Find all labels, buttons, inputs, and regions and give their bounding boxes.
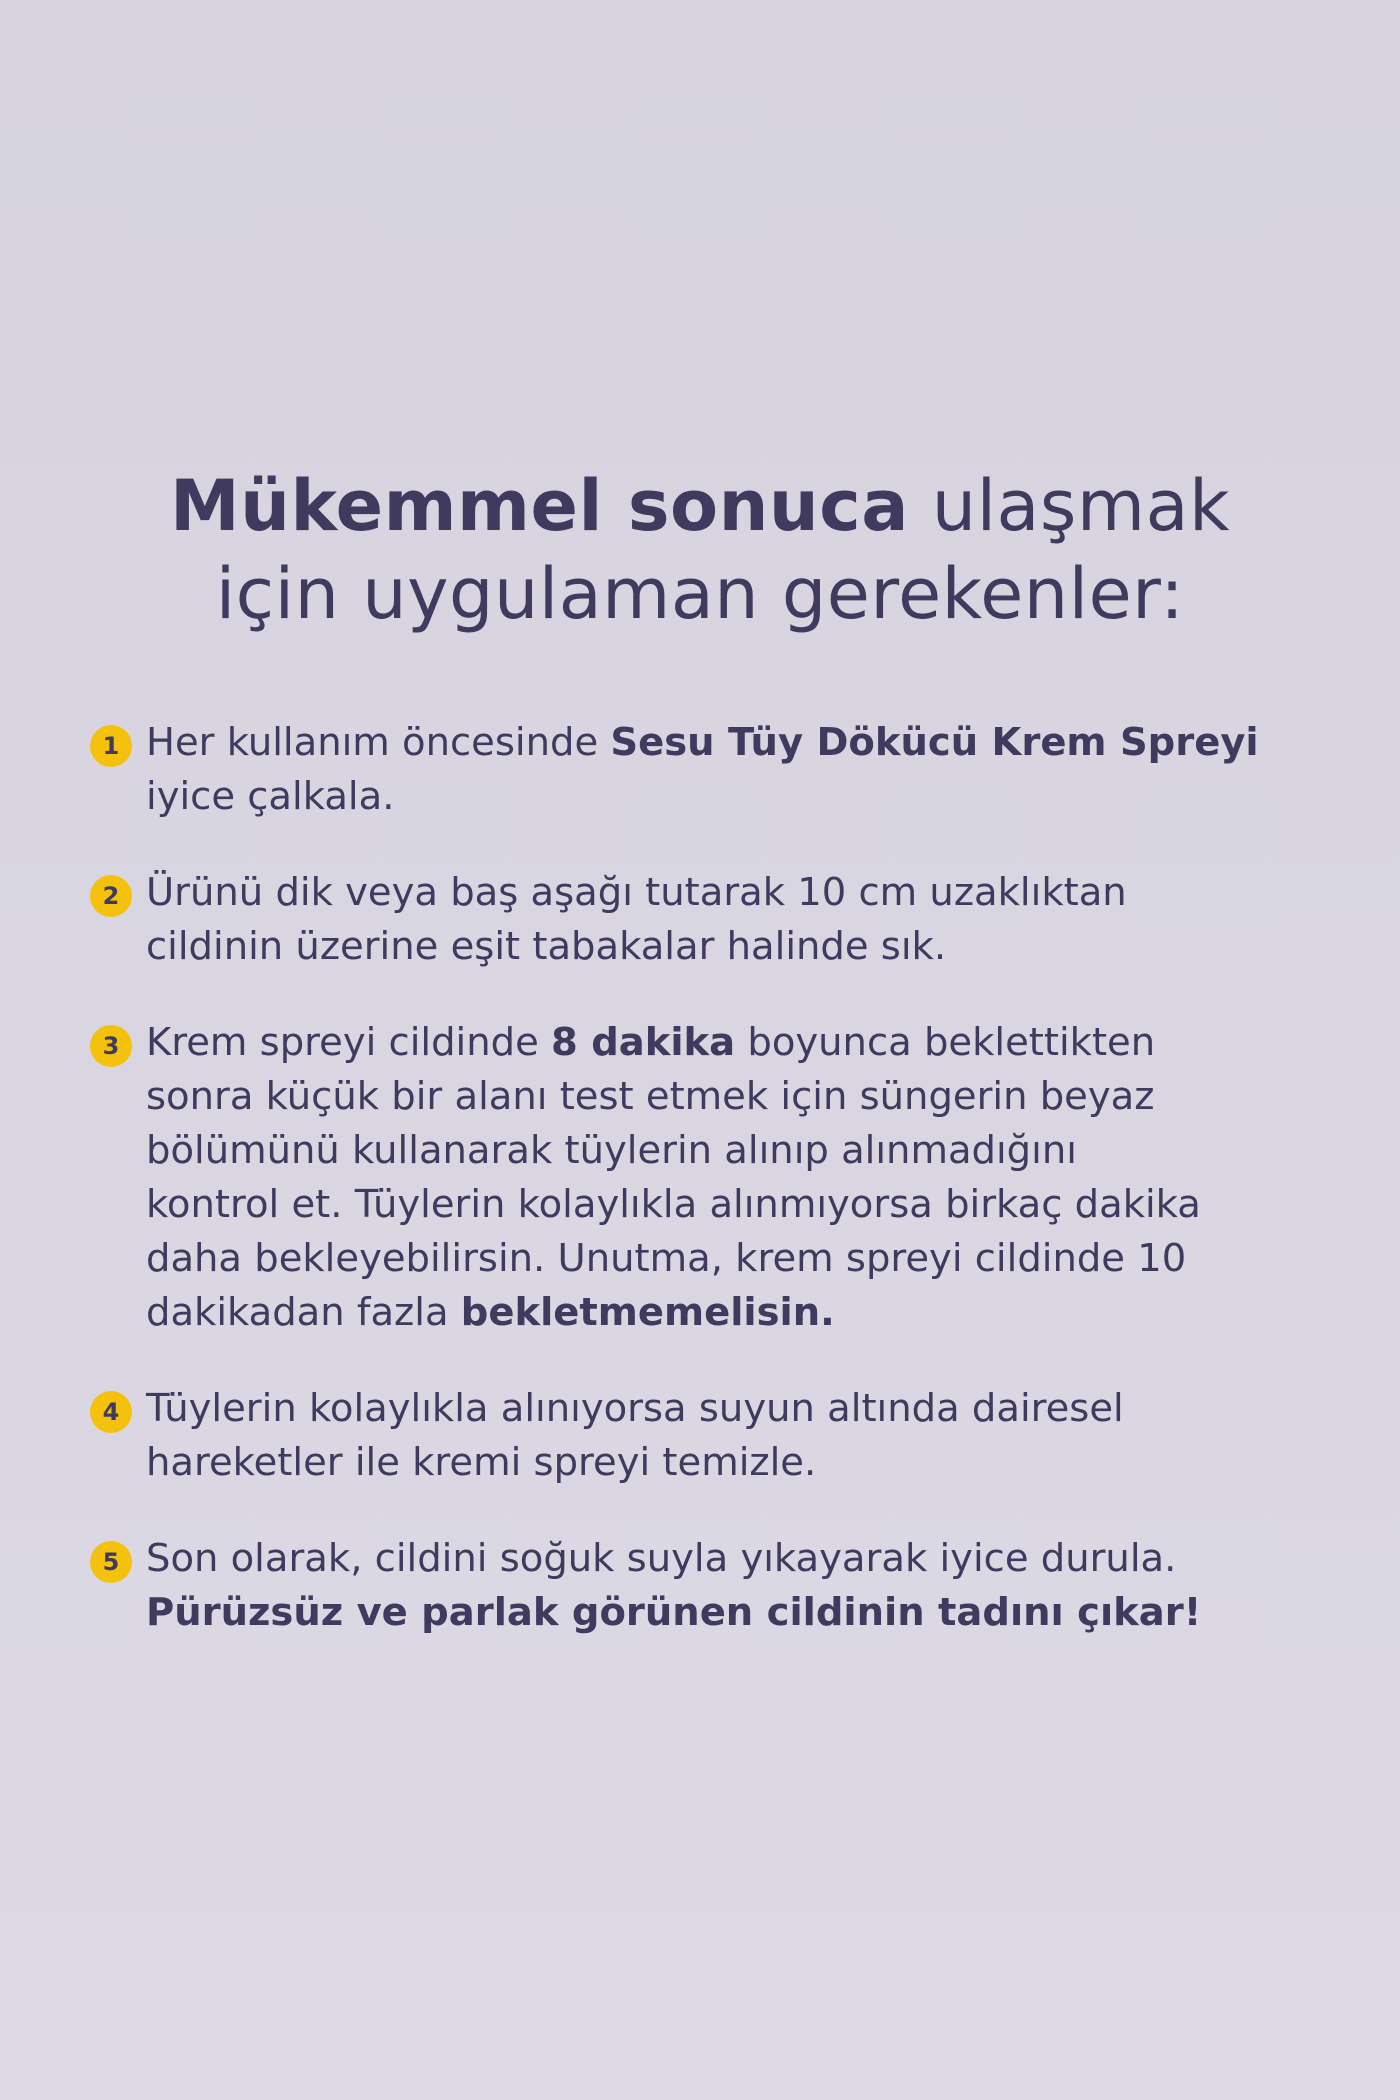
step-1	[88, 716, 1328, 824]
step-text-line: daha bekleyebilirsin. Unutma, krem spreyi cildinde 10	[146, 1236, 1187, 1281]
step-number-badge: 2	[90, 875, 132, 917]
step-text-line: cildinin üzerine eşit tabakalar halinde sık.	[146, 924, 947, 969]
step-text-line: hareketler ile kremi spreyi temizle.	[146, 1440, 817, 1485]
step-2	[88, 866, 1328, 974]
step-text-line: iyice çalkala.	[146, 774, 395, 819]
emphasis-duration: 8 dakika	[551, 1020, 736, 1065]
step-text: boyunca beklettikten	[735, 1020, 1156, 1065]
headline-bold-text: Mükemmel sonuca	[169, 465, 909, 547]
step-text-line	[146, 1286, 1328, 1340]
step-text-line: kontrol et. Tüylerin kolaylıkla alınmıyorsa birkaç dakika	[146, 1182, 1201, 1227]
step-text-line	[146, 1016, 1328, 1070]
headline-line-1	[110, 462, 1290, 550]
step-number-badge: 1	[90, 725, 132, 767]
step-text-line: Son olarak, cildini soğuk suyla yıkayarak iyice durula.	[146, 1536, 1177, 1581]
headline-line-2: için uygulaman gerekenler:	[215, 553, 1185, 635]
step-text: Krem spreyi cildinde	[146, 1020, 552, 1065]
step-number-badge: 4	[90, 1391, 132, 1433]
step-text-line: Ürünü dik veya baş aşağı tutarak 10 cm uzaklıktan	[146, 870, 1127, 915]
step-text: dakikadan fazla	[146, 1290, 461, 1335]
step-3	[88, 1016, 1328, 1340]
step-text-line: Tüylerin kolaylıkla alınıyorsa suyun altında dairesel	[146, 1386, 1124, 1431]
step-text: Her kullanım öncesinde	[146, 720, 611, 765]
step-text-line: bölümünü kullanarak tüylerin alınıp alınmadığını	[146, 1128, 1077, 1173]
step-text-line: sonra küçük bir alanı test etmek için süngerin beyaz	[146, 1074, 1155, 1119]
headline-regular-text: ulaşmak	[908, 465, 1231, 547]
instruction-steps	[88, 716, 1328, 1640]
step-number-badge: 3	[90, 1025, 132, 1067]
step-4	[88, 1382, 1328, 1490]
headline	[110, 462, 1290, 638]
product-name: Sesu Tüy Dökücü Krem Spreyi	[610, 720, 1259, 765]
step-5	[88, 1532, 1328, 1640]
emphasis-warning: bekletmemelisin.	[460, 1290, 835, 1335]
step-closing-emphasis: Pürüzsüz ve parlak görünen cildinin tadını çıkar!	[146, 1590, 1202, 1635]
step-text-line	[146, 716, 1328, 770]
step-number-badge: 5	[90, 1541, 132, 1583]
